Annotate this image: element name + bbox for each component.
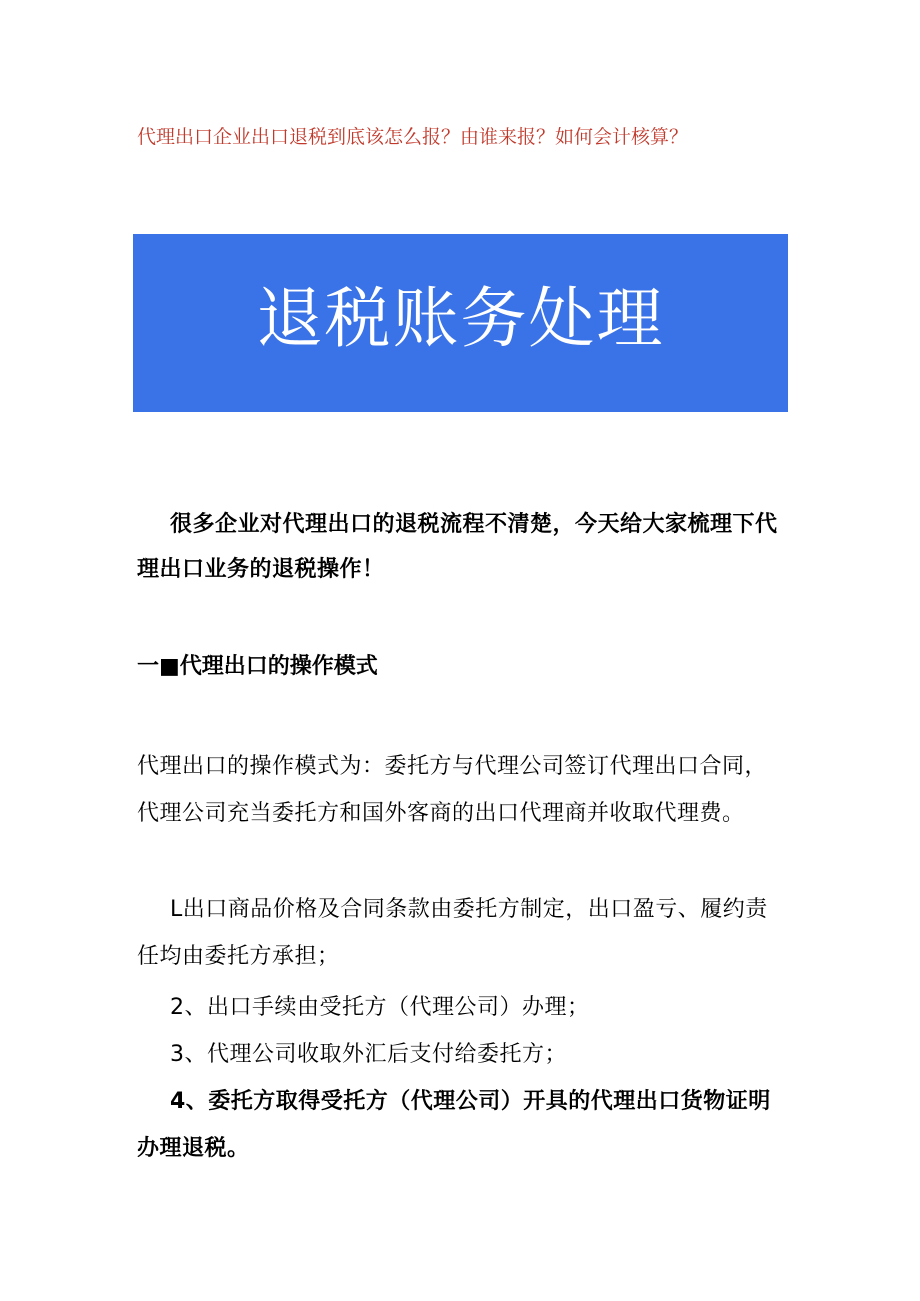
banner-title: 退税账务处理 xyxy=(256,280,665,357)
list-item: 2、出口手续由受托方（代理公司）办理； xyxy=(170,995,590,1020)
intro-paragraph: 很多企业对代理出口的退税流程不清楚，今天给大家梳理下代理出口业务的退税操作！ xyxy=(137,512,778,582)
section-heading: 一■代理出口的操作模式 xyxy=(137,654,378,679)
list-item: 3、代理公司收取外汇后支付给委托方； xyxy=(170,1042,567,1067)
banner xyxy=(133,234,788,412)
list-item: L出口商品价格及合同条款由委托方制定，出口盈亏、履约责任均由委托方承担； xyxy=(137,897,768,969)
page-title: 代理出口企业出口退税到底该怎么报？由谁来报？如何会计核算？ xyxy=(137,126,689,148)
body-paragraph: 代理出口的操作模式为：委托方与代理公司签订代理出口合同，代理公司充当委托方和国外客商的出口代理商并收取代理费。 xyxy=(137,754,768,826)
list-item: 4、委托方取得受托方（代理公司）开具的代理出口货物证明办理退税。 xyxy=(137,1089,771,1161)
